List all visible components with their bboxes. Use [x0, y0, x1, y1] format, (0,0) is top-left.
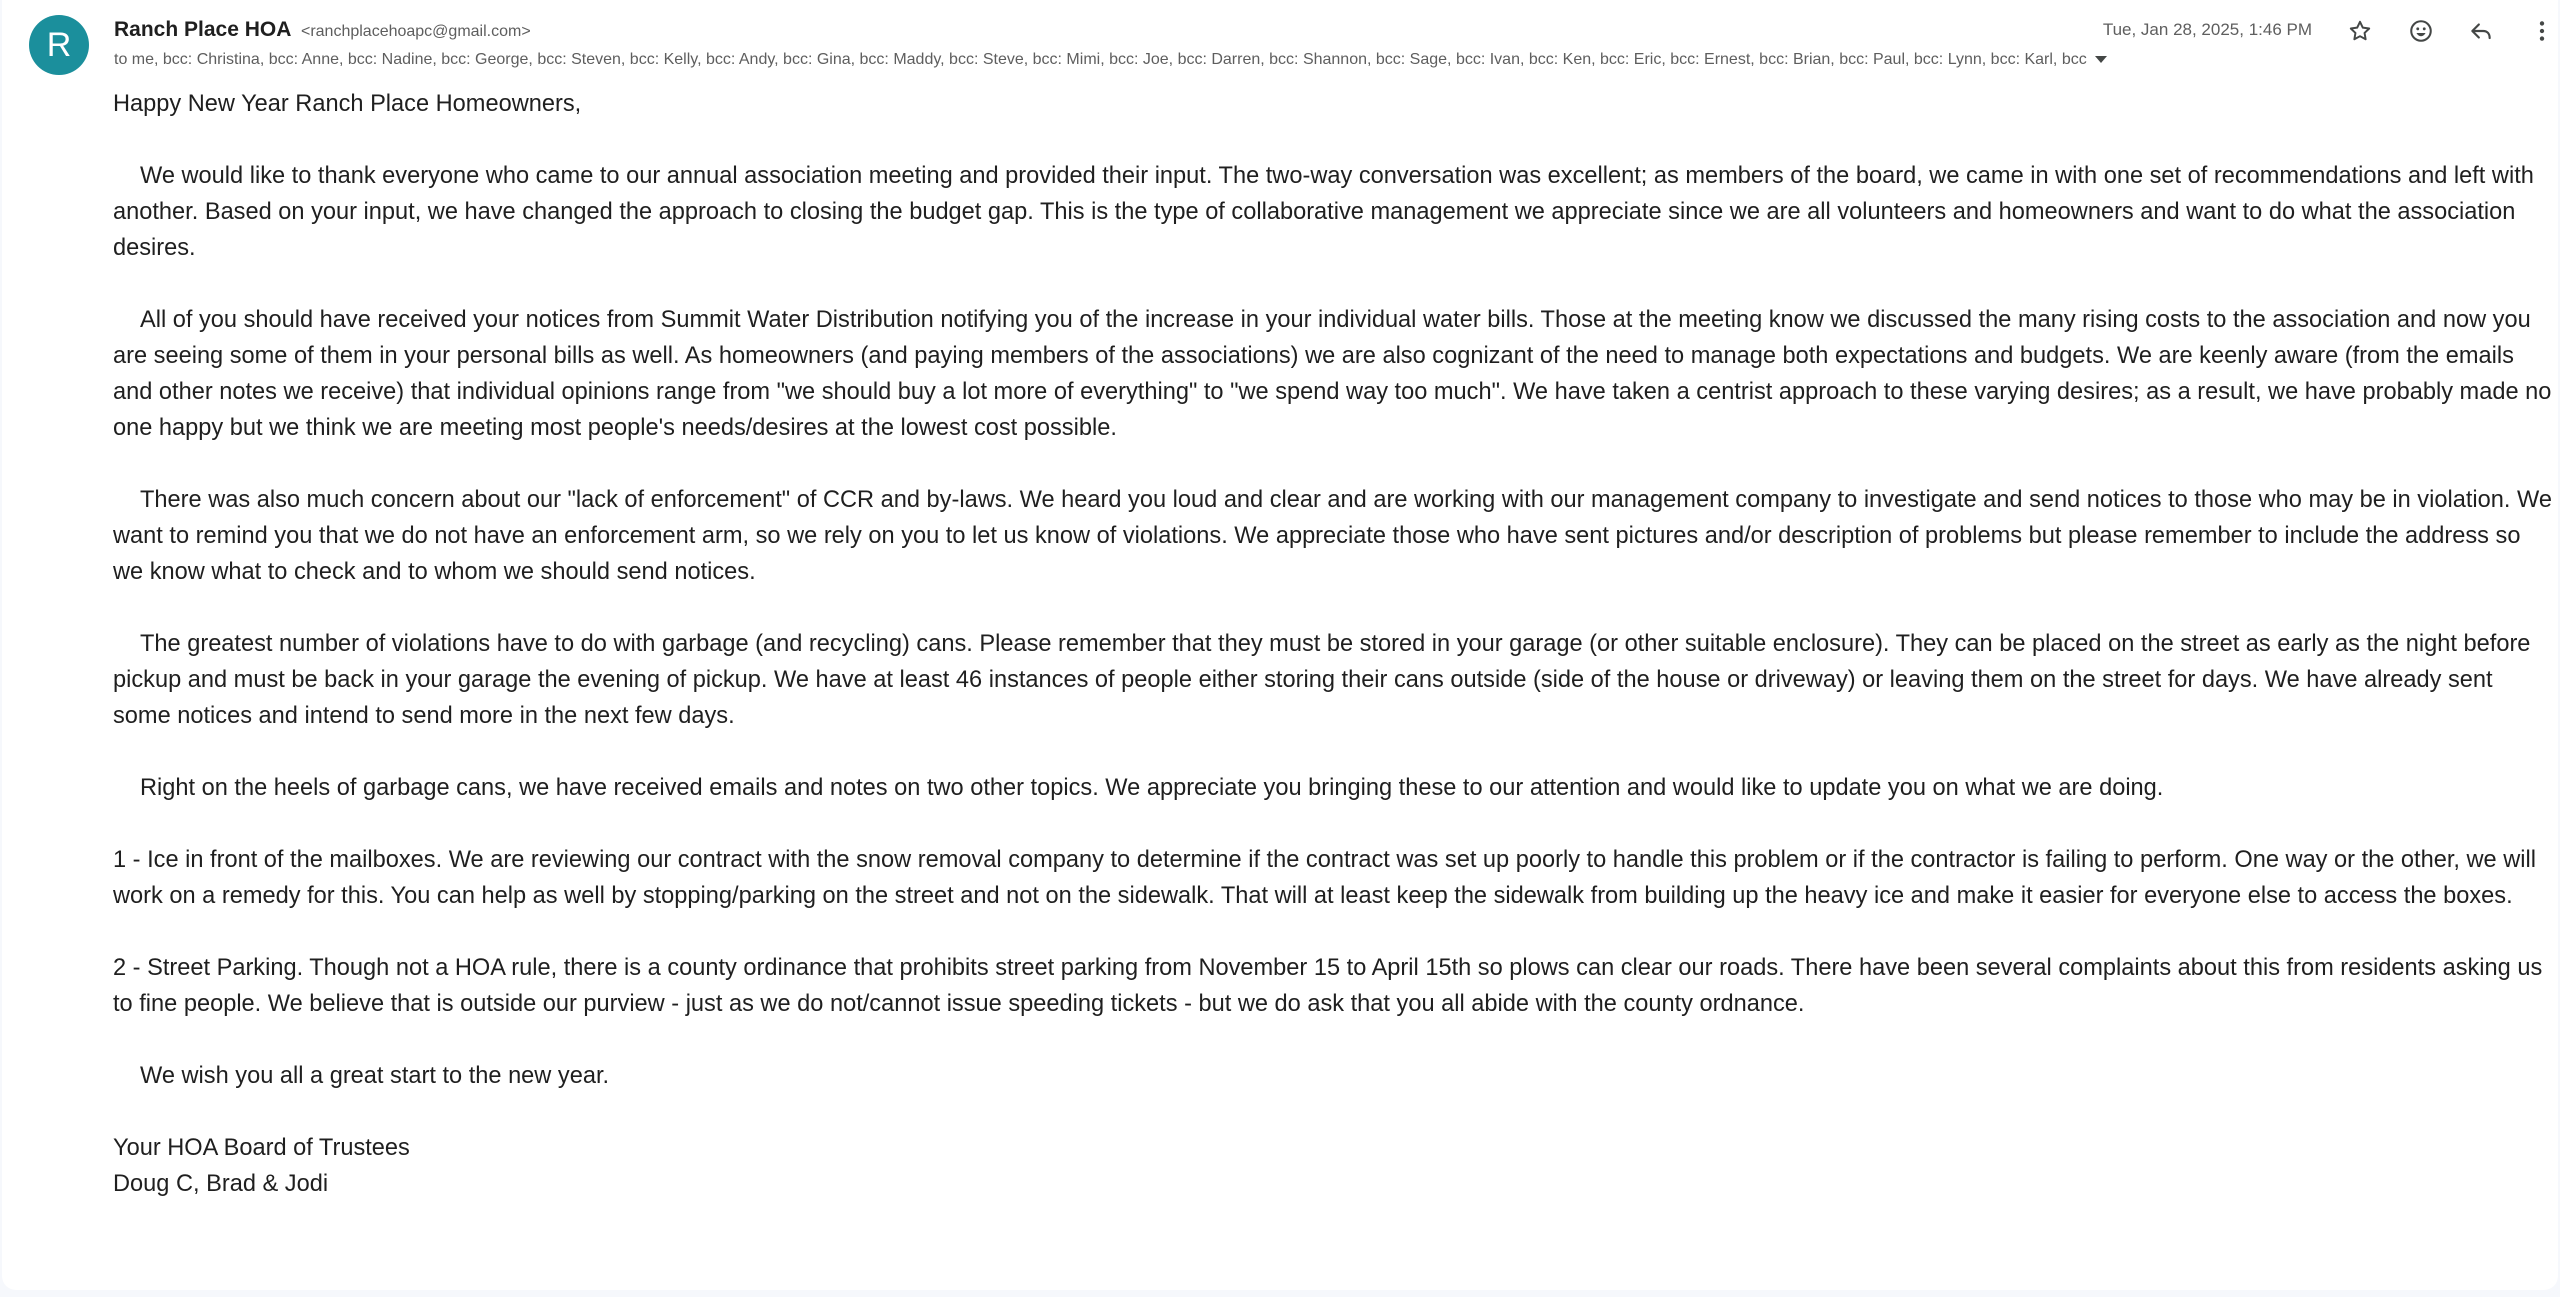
reply-icon — [2468, 18, 2494, 44]
sender-header — [114, 17, 531, 43]
greeting: Happy New Year Ranch Place Homeowners, — [113, 91, 582, 117]
add-reaction-icon — [2408, 18, 2434, 44]
star-icon — [2347, 18, 2373, 44]
more-vert-icon — [2529, 18, 2555, 44]
recipients-text: to me, bcc: Christina, bcc: Anne, bcc: Nadine, bcc: George, bcc: Steven, bcc: Kelly, bcc: Andy, bcc: Gina, bcc: Maddy, bcc: Steve, bcc: Mimi, bcc: Joe, bcc: Darren, bcc: Shannon, bcc: Sage, bcc: Ivan, bcc: Ken, bcc: Eric, bcc: Ernest, bcc: Brian, bcc: Paul, bcc: Lynn, bcc: Karl, bcc — [114, 51, 2087, 68]
star-button[interactable] — [2340, 11, 2380, 51]
signature-names: Doug C, Brad & Jodi — [113, 1171, 329, 1197]
paragraph-enforcement: There was also much concern about our "lack of enforcement" of CCR and by-laws. We heard you loud and clear and are working with our management company to investigate and send notices to those who may be in violation. We want to remind you that we do not have an enforcement arm, so we rely on you to let us know of violations. We appreciate those who have sent pictures and/or description of problems but please remember to include the address so we know what to check and to whom we should send notices. — [113, 487, 2552, 585]
sender-avatar[interactable]: R — [29, 15, 89, 75]
reply-button[interactable] — [2461, 11, 2501, 51]
paragraph-garbage-cans: The greatest number of violations have to do with garbage (and recycling) cans. Please remember that they must be stored in your garage (or other suitable enclosure). They can be placed on the street as early as the night before pickup and must be back in your garage the evening of pickup. We have at least 46 instances of people either storing their cans outside (side of the house or driveway) or leaving them on the street for days. We have already sent some notices and intend to send more in the next few days. — [113, 631, 2531, 729]
signature-title: Your HOA Board of Trustees — [113, 1135, 410, 1161]
more-options-button[interactable] — [2522, 11, 2560, 51]
message-timestamp: Tue, Jan 28, 2025, 1:46 PM — [2102, 20, 2312, 39]
show-details-icon[interactable] — [2095, 56, 2107, 63]
email-body — [113, 86, 2553, 1202]
paragraph-other-topics: Right on the heels of garbage cans, we have received emails and notes on two other topics. We appreciate you bringing these to our attention and would like to update you on what we are doing. — [140, 775, 2164, 801]
sender-email: <ranchplacehoapc@gmail.com> — [300, 23, 531, 40]
sender-name[interactable]: Ranch Place HOA — [114, 18, 292, 41]
recipients-summary — [114, 49, 2107, 71]
paragraph-water-bills: All of you should have received your notices from Summit Water Distribution notifying you of the increase in your individual water bills. Those at the meeting know we discussed the many rising costs to the association and now you are seeing some of them in your personal bills as well. As homeowners (and paying members of the associations) we are also cognizant of the need to manage both expectations and budgets. We are keenly aware (from the emails and other notes we receive) that individual opinions range from "we should buy a lot more of everything" to "we spend way too much". We have taken a centrist approach to these varying desires; as a result, we have probably made no one happy but we think we are meeting most people's needs/desires at the lowest cost possible. — [113, 307, 2552, 441]
signature — [113, 1130, 2553, 1202]
paragraph-thanks: We would like to thank everyone who came to our annual association meeting and provided their input. The two-way conversation was excellent; as members of the board, we came in with one set of recommendations and left with another. Based on your input, we have changed the approach to closing the budget gap. This is the type of collaborative management we appreciate since we are all volunteers and homeowners and want to do what the association desires. — [113, 163, 2534, 261]
add-reaction-button[interactable] — [2401, 11, 2441, 51]
paragraph-ice-mailboxes: 1 - Ice in front of the mailboxes. We are reviewing our contract with the snow removal company to determine if the contract was set up poorly to handle this problem or if the contractor is failing to perform. One way or the other, we will work on a remedy for this. You can help as well by stopping/parking on the street and not on the sidewalk. That will at least keep the sidewalk from building up the heavy ice and make it easier for everyone else to access the boxes. — [113, 847, 2536, 909]
email-message — [2, 0, 2558, 1290]
paragraph-street-parking: 2 - Street Parking. Though not a HOA rule, there is a county ordinance that prohibits street parking from November 15 to April 15th so plows can clear our roads. There have been several complaints about this from residents asking us to fine people. We believe that is outside our purview - just as we do not/cannot issue speeding tickets - but we do ask that you all abide with the county ordnance. — [113, 955, 2543, 1017]
paragraph-closing: We wish you all a great start to the new year. — [140, 1063, 610, 1089]
